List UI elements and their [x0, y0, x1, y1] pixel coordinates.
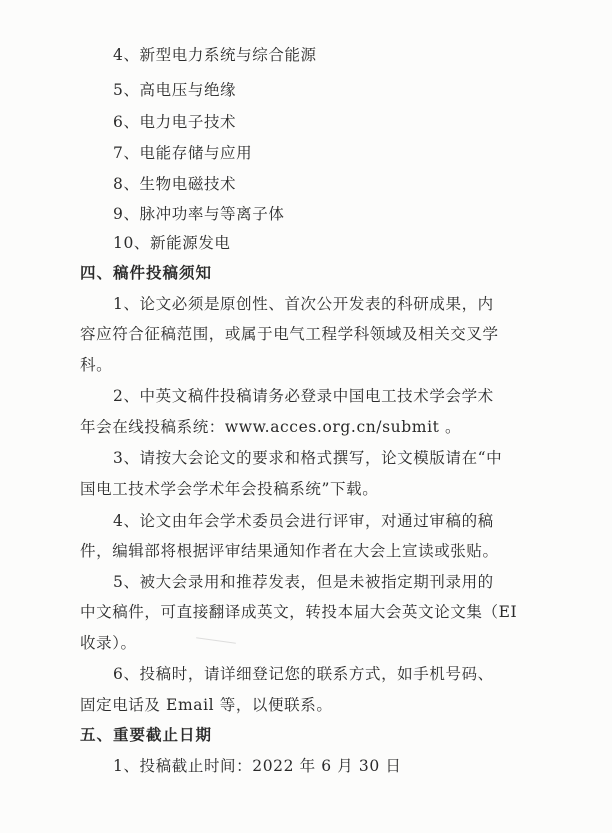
topic-item-7: 7、电能存储与应用: [113, 144, 253, 162]
section-heading-deadlines: 五、重要截止日期: [80, 726, 213, 744]
paragraph-2-line-2: 年会在线投稿系统：www.acces.org.cn/submit 。: [80, 418, 462, 436]
section-heading-submission-notes: 四、稿件投稿须知: [80, 264, 213, 282]
scan-smudge: [196, 637, 236, 644]
paragraph-1-line-2: 容应符合征稿范围，或属于电气工程学科领域及相关交叉学: [80, 325, 499, 343]
paragraph-5-line-2: 中文稿件，可直接翻译成英文，转投本届大会英文论文集（EI: [80, 603, 518, 621]
paragraph-6-line-2: 固定电话及 Email 等，以便联系。: [80, 696, 333, 714]
paragraph-1-line-3: 科。: [80, 356, 113, 374]
paragraph-2-line-1: 2、中英文稿件投稿请务必登录中国电工技术学会学术: [113, 387, 494, 405]
paragraph-5-line-1: 5、被大会录用和推荐发表，但是未被指定期刊录用的: [113, 573, 494, 591]
paragraph-5-line-3: 收录）。: [80, 634, 137, 652]
paragraph-1-line-1: 1、论文必须是原创性、首次公开发表的科研成果，内: [113, 295, 494, 313]
paragraph-3-line-2: 国电工技术学会学术年会投稿系统”下载。: [80, 480, 379, 498]
topic-item-6: 6、电力电子技术: [113, 113, 237, 131]
deadline-item-1: 1、投稿截止时间：2022 年 6 月 30 日: [113, 757, 402, 775]
paragraph-6-line-1: 6、投稿时，请详细登记您的联系方式，如手机号码、: [113, 665, 494, 683]
topic-item-5: 5、高电压与绝缘: [113, 81, 237, 99]
paragraph-3-line-1: 3、请按大会论文的要求和格式撰写，论文模版请在“中: [113, 449, 503, 467]
paragraph-4-line-2: 件，编辑部将根据评审结果通知作者在大会上宣读或张贴。: [80, 542, 499, 560]
topic-item-4: 4、新型电力系统与综合能源: [113, 46, 317, 64]
topic-item-9: 9、脉冲功率与等离子体: [113, 205, 285, 223]
topic-item-10: 10、新能源发电: [113, 234, 231, 252]
paragraph-4-line-1: 4、论文由年会学术委员会进行评审，对通过审稿的稿: [113, 512, 494, 530]
topic-item-8: 8、生物电磁技术: [113, 175, 237, 193]
